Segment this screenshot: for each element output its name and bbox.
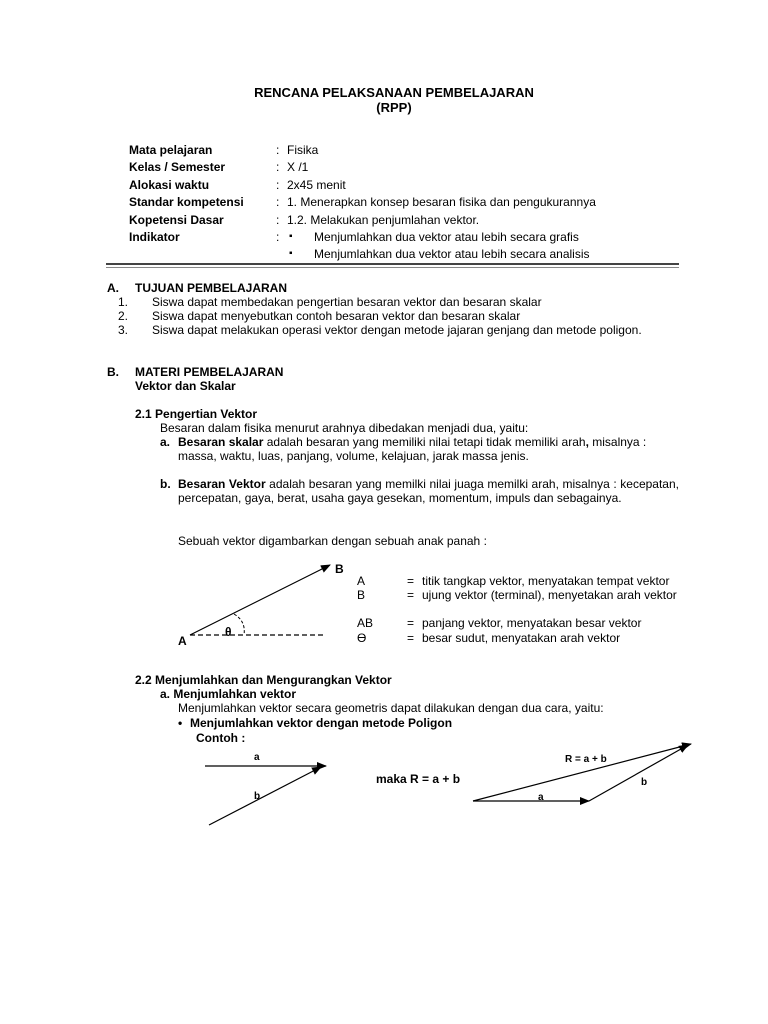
vector-paragraph bbox=[178, 477, 679, 505]
bullet-icon: • bbox=[178, 716, 183, 730]
vectors-a-b-diagram bbox=[195, 745, 340, 830]
legend-symbol: A bbox=[357, 574, 366, 588]
item-marker: a. bbox=[160, 435, 171, 449]
theta-label: θ bbox=[225, 625, 232, 639]
document-subtitle: (RPP) bbox=[376, 100, 412, 115]
time-label: Alokasi waktu bbox=[129, 178, 210, 192]
section-a-title: TUJUAN PEMBELAJARAN bbox=[135, 281, 288, 295]
basic-label: Kopetensi Dasar bbox=[129, 213, 224, 227]
legend-equals: = bbox=[407, 574, 415, 588]
point-a-label: A bbox=[178, 634, 187, 648]
legend-desc: besar sudut, menyatakan arah vektor bbox=[422, 631, 621, 645]
scalar-text: adalah besaran yang memiliki nilai tetapi tidak memiliki arah bbox=[263, 435, 586, 449]
list-item: Siswa dapat menyebutkan contoh besaran vektor dan besaran skalar bbox=[152, 309, 521, 323]
section-a-letter: A. bbox=[107, 281, 119, 295]
addition-text: Menjumlahkan vektor secara geometris dapat dilakukan dengan dua cara, yaitu: bbox=[178, 701, 604, 715]
scalar-paragraph bbox=[178, 435, 646, 449]
vector-b-arrow bbox=[209, 767, 321, 825]
triangle-b-label: b bbox=[641, 777, 648, 788]
resultant-label: R = a + b bbox=[565, 754, 607, 765]
item-marker: b. bbox=[160, 477, 171, 491]
resultant-r-arrow bbox=[473, 744, 691, 801]
polygon-method-title: Menjumlahkan vektor dengan metode Poligon bbox=[190, 716, 453, 730]
bullet-icon: ▪ bbox=[289, 248, 293, 259]
heading-2-1: 2.1 Pengertian Vektor bbox=[135, 407, 258, 421]
class-value: X /1 bbox=[287, 160, 309, 174]
colon: : bbox=[276, 160, 280, 174]
standard-value: 1. Menerapkan konsep besaran fisika dan pengukurannya bbox=[287, 195, 596, 209]
legend-desc: ujung vektor (terminal), menyetakan arah vektor bbox=[422, 588, 677, 602]
intro-text: Besaran dalam fisika menurut arahnya dibedakan menjadi dua, yaitu: bbox=[160, 421, 529, 435]
divider bbox=[106, 263, 679, 265]
legend-equals: = bbox=[407, 588, 415, 602]
bullet-icon: ▪ bbox=[289, 231, 293, 242]
heading-2-2: 2.2 Menjumlahkan dan Mengurangkan Vektor bbox=[135, 673, 392, 687]
legend-symbol: AB bbox=[357, 616, 374, 630]
legend-desc: titik tangkap vektor, menyatakan tempat vektor bbox=[422, 574, 670, 588]
vector-a-label: a bbox=[254, 752, 260, 763]
colon: : bbox=[276, 230, 280, 244]
divider bbox=[106, 267, 679, 268]
legend-symbol: B bbox=[357, 588, 366, 602]
indicator-item: Menjumlahkan dua vektor atau lebih secara grafis bbox=[314, 230, 579, 244]
result-formula: maka R = a + b bbox=[376, 772, 461, 786]
list-number: 3. bbox=[118, 323, 129, 337]
standard-label: Standar kompetensi bbox=[129, 195, 244, 209]
section-b-title: MATERI PEMBELAJARAN bbox=[135, 365, 284, 379]
angle-arc bbox=[234, 614, 244, 635]
scalar-text-tail: misalnya : bbox=[588, 435, 647, 449]
scalar-examples: massa, waktu, luas, panjang, volume, kelajuan, jarak massa jenis. bbox=[178, 449, 529, 463]
list-number: 2. bbox=[118, 309, 129, 323]
vector-term: Besaran Vektor bbox=[178, 477, 266, 491]
vector-diagram bbox=[170, 555, 360, 650]
list-number: 1. bbox=[118, 295, 129, 309]
indicator-label: Indikator bbox=[129, 230, 180, 244]
triangle-a-label: a bbox=[538, 792, 544, 803]
section-b-subtitle: Vektor dan Skalar bbox=[135, 379, 236, 393]
legend-desc: panjang vektor, menyatakan besar vektor bbox=[422, 616, 642, 630]
legend-equals: = bbox=[407, 631, 415, 645]
legend-symbol: ϴ bbox=[357, 631, 367, 645]
comma: , bbox=[585, 435, 589, 449]
example-label: Contoh : bbox=[196, 731, 246, 745]
vector-ab-arrow bbox=[190, 565, 330, 635]
time-value: 2x45 menit bbox=[287, 178, 346, 192]
colon: : bbox=[276, 195, 280, 209]
heading-2-2-a: a. Menjumlahkan vektor bbox=[160, 687, 297, 701]
colon: : bbox=[276, 213, 280, 227]
vector-b-label: b bbox=[254, 791, 261, 802]
subject-label: Mata pelajaran bbox=[129, 143, 213, 157]
subject-value: Fisika bbox=[287, 143, 319, 157]
point-b-label: B bbox=[335, 562, 344, 576]
legend-equals: = bbox=[407, 616, 415, 630]
document-title: RENCANA PELAKSANAAN PEMBELAJARAN bbox=[254, 85, 534, 100]
indicator-item: Menjumlahkan dua vektor atau lebih secara analisis bbox=[314, 247, 590, 261]
scalar-term: Besaran skalar bbox=[178, 435, 264, 449]
section-b-letter: B. bbox=[107, 365, 119, 379]
colon: : bbox=[276, 178, 280, 192]
colon: : bbox=[276, 143, 280, 157]
list-item: Siswa dapat membedakan pengertian besaran vektor dan besaran skalar bbox=[152, 295, 542, 309]
polygon-triangle-diagram bbox=[465, 735, 700, 810]
class-label: Kelas / Semester bbox=[129, 160, 226, 174]
list-item: Siswa dapat melakukan operasi vektor dengan metode jajaran genjang dan metode poligon. bbox=[152, 323, 642, 337]
vector-text: adalah besaran yang memilki nilai juaga memilki arah, misalnya : kecepatan, percepatan, gaya, berat, usaha gaya gesekan, momentum, impuls dan sebagainya. bbox=[178, 477, 679, 505]
basic-value: 1.2. Melakukan penjumlahan vektor. bbox=[287, 213, 480, 227]
arrow-intro: Sebuah vektor digambarkan dengan sebuah anak panah : bbox=[178, 534, 487, 548]
